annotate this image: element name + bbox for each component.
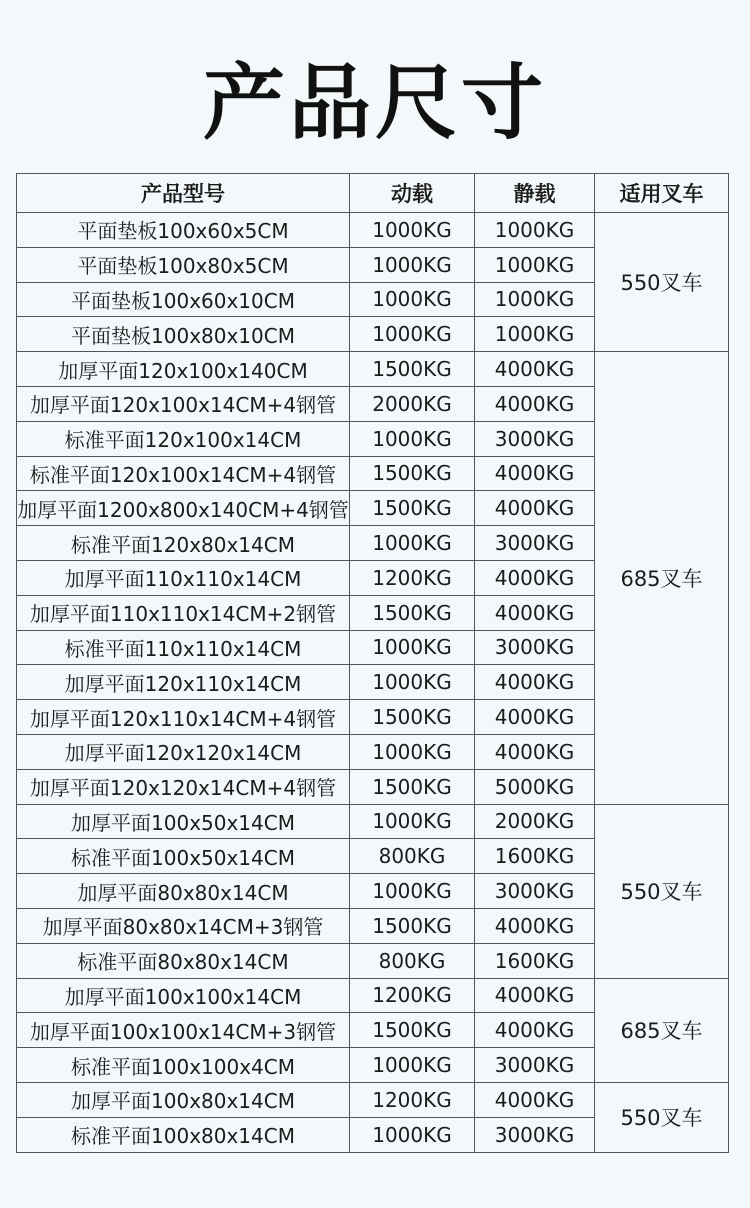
- model-cell: 平面垫板100x80x5CM: [17, 247, 350, 282]
- static-load-cell: 1000KG: [475, 317, 595, 352]
- model-cell: 加厚平面100x100x14CM+3钢管: [17, 1013, 350, 1048]
- static-load-cell: 3000KG: [475, 630, 595, 665]
- product-spec-table: [16, 173, 729, 1153]
- static-load-cell: 4000KG: [475, 386, 595, 421]
- page-title: 产品尺寸: [202, 56, 547, 151]
- static-load-cell: 4000KG: [475, 700, 595, 735]
- model-cell: 加厚平面80x80x14CM+3钢管: [17, 908, 350, 943]
- model-cell: 标准平面110x110x14CM: [17, 630, 350, 665]
- model-cell: 加厚平面1200x800x140CM+4钢管: [17, 491, 350, 526]
- model-cell: 加厚平面120x120x14CM+4钢管: [17, 769, 350, 804]
- table-row: [17, 978, 729, 1013]
- table-row: [17, 213, 729, 248]
- model-cell: 加厚平面120x110x14CM: [17, 665, 350, 700]
- static-load-cell: 1600KG: [475, 839, 595, 874]
- dynamic-load-cell: 1200KG: [350, 1082, 475, 1117]
- dynamic-load-cell: 1500KG: [350, 491, 475, 526]
- static-load-cell: 1000KG: [475, 213, 595, 248]
- model-cell: 标准平面100x80x14CM: [17, 1117, 350, 1152]
- dynamic-load-cell: 1200KG: [350, 560, 475, 595]
- dynamic-load-cell: 1000KG: [350, 247, 475, 282]
- model-cell: 加厚平面120x110x14CM+4钢管: [17, 700, 350, 735]
- model-cell: 平面垫板100x60x10CM: [17, 282, 350, 317]
- forklift-cell: 550叉车: [595, 804, 729, 978]
- header-dynamic-load: 动载: [350, 174, 475, 213]
- dynamic-load-cell: 800KG: [350, 943, 475, 978]
- dynamic-load-cell: 1000KG: [350, 734, 475, 769]
- static-load-cell: 4000KG: [475, 456, 595, 491]
- model-cell: 加厚平面80x80x14CM: [17, 874, 350, 909]
- static-load-cell: 1600KG: [475, 943, 595, 978]
- dynamic-load-cell: 1000KG: [350, 665, 475, 700]
- model-cell: 平面垫板100x80x10CM: [17, 317, 350, 352]
- static-load-cell: 5000KG: [475, 769, 595, 804]
- model-cell: 加厚平面120x120x14CM: [17, 734, 350, 769]
- dynamic-load-cell: 1000KG: [350, 874, 475, 909]
- model-cell: 加厚平面100x100x14CM: [17, 978, 350, 1013]
- dynamic-load-cell: 1500KG: [350, 700, 475, 735]
- dynamic-load-cell: 1500KG: [350, 595, 475, 630]
- model-cell: 标准平面80x80x14CM: [17, 943, 350, 978]
- dynamic-load-cell: 1500KG: [350, 1013, 475, 1048]
- model-cell: 平面垫板100x60x5CM: [17, 213, 350, 248]
- dynamic-load-cell: 1000KG: [350, 421, 475, 456]
- model-cell: 标准平面120x100x14CM+4钢管: [17, 456, 350, 491]
- static-load-cell: 1000KG: [475, 282, 595, 317]
- static-load-cell: 4000KG: [475, 560, 595, 595]
- dynamic-load-cell: 1500KG: [350, 769, 475, 804]
- model-cell: 加厚平面110x110x14CM+2钢管: [17, 595, 350, 630]
- model-cell: 加厚平面120x100x14CM+4钢管: [17, 386, 350, 421]
- model-cell: 标准平面120x80x14CM: [17, 526, 350, 561]
- static-load-cell: 4000KG: [475, 491, 595, 526]
- header-static-load: 静载: [475, 174, 595, 213]
- forklift-cell: 685叉车: [595, 352, 729, 804]
- model-cell: 加厚平面110x110x14CM: [17, 560, 350, 595]
- model-cell: 加厚平面100x50x14CM: [17, 804, 350, 839]
- static-load-cell: 2000KG: [475, 804, 595, 839]
- static-load-cell: 1000KG: [475, 247, 595, 282]
- model-cell: 标准平面120x100x14CM: [17, 421, 350, 456]
- dynamic-load-cell: 1500KG: [350, 456, 475, 491]
- dynamic-load-cell: 1500KG: [350, 352, 475, 387]
- table-header-row: [17, 174, 729, 213]
- static-load-cell: 4000KG: [475, 595, 595, 630]
- static-load-cell: 4000KG: [475, 665, 595, 700]
- dynamic-load-cell: 1500KG: [350, 908, 475, 943]
- static-load-cell: 4000KG: [475, 908, 595, 943]
- table-row: [17, 1082, 729, 1117]
- table-row: [17, 352, 729, 387]
- dynamic-load-cell: 1000KG: [350, 630, 475, 665]
- static-load-cell: 4000KG: [475, 352, 595, 387]
- static-load-cell: 4000KG: [475, 1082, 595, 1117]
- model-cell: 加厚平面100x80x14CM: [17, 1082, 350, 1117]
- dynamic-load-cell: 1000KG: [350, 804, 475, 839]
- dynamic-load-cell: 2000KG: [350, 386, 475, 421]
- static-load-cell: 3000KG: [475, 526, 595, 561]
- static-load-cell: 4000KG: [475, 1013, 595, 1048]
- table-body: [17, 213, 729, 1153]
- static-load-cell: 3000KG: [475, 1117, 595, 1152]
- dynamic-load-cell: 1000KG: [350, 282, 475, 317]
- dynamic-load-cell: 1000KG: [350, 317, 475, 352]
- dynamic-load-cell: 1000KG: [350, 1117, 475, 1152]
- dynamic-load-cell: 1200KG: [350, 978, 475, 1013]
- forklift-cell: 550叉车: [595, 213, 729, 352]
- model-cell: 标准平面100x50x14CM: [17, 839, 350, 874]
- static-load-cell: 4000KG: [475, 978, 595, 1013]
- dynamic-load-cell: 1000KG: [350, 213, 475, 248]
- header-forklift: 适用叉车: [595, 174, 729, 213]
- dynamic-load-cell: 800KG: [350, 839, 475, 874]
- dynamic-load-cell: 1000KG: [350, 526, 475, 561]
- forklift-cell: 685叉车: [595, 978, 729, 1082]
- model-cell: 标准平面100x100x4CM: [17, 1048, 350, 1083]
- dynamic-load-cell: 1000KG: [350, 1048, 475, 1083]
- static-load-cell: 4000KG: [475, 734, 595, 769]
- static-load-cell: 3000KG: [475, 874, 595, 909]
- model-cell: 加厚平面120x100x140CM: [17, 352, 350, 387]
- forklift-cell: 550叉车: [595, 1082, 729, 1152]
- table-row: [17, 804, 729, 839]
- static-load-cell: 3000KG: [475, 1048, 595, 1083]
- header-model: 产品型号: [17, 174, 350, 213]
- static-load-cell: 3000KG: [475, 421, 595, 456]
